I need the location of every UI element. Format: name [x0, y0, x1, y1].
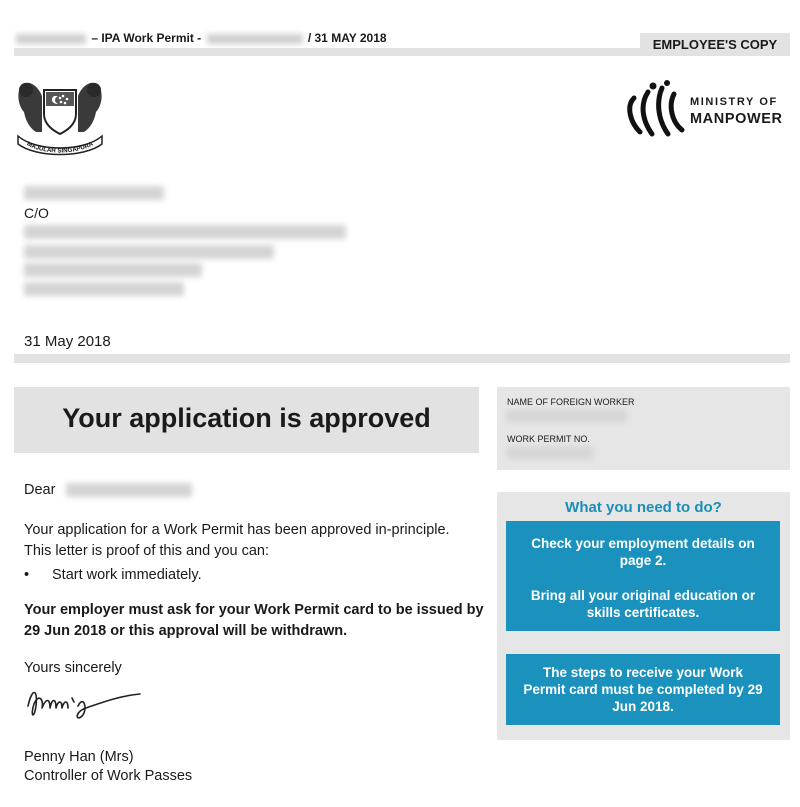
redacted-worker-salutation-name	[66, 483, 192, 497]
salutation-text: Dear	[24, 482, 56, 498]
deadline-warning: Your employer must ask for your Work Permit card to be issued by 29 Jun 2018 or this approval will be withdrawn.	[24, 602, 484, 639]
approval-paragraph: Your application for a Work Permit has been approved in-principle. This letter is proof of this and you can:	[24, 522, 450, 559]
redacted-employer-name	[24, 186, 164, 200]
address-care-of: C/O	[24, 205, 49, 221]
salutation	[24, 482, 55, 498]
redacted-work-permit-number	[507, 447, 593, 459]
redacted-permit-number	[207, 34, 303, 44]
signer-name: Penny Han (Mrs)	[24, 749, 134, 765]
date-divider	[14, 354, 790, 363]
reference-date: / 31 MAY 2018	[307, 31, 387, 45]
bullet-text: Start work immediately.	[52, 567, 202, 583]
signatory	[24, 748, 192, 786]
letter-date: 31 May 2018	[24, 333, 111, 350]
closing: Yours sincerely	[24, 660, 122, 676]
signer-title: Controller of Work Passes	[24, 768, 193, 784]
svg-text:MAJULAH SINGAPURA	[26, 140, 95, 154]
approval-title: Your application is approved	[62, 403, 431, 433]
crest-motto: MAJULAH SINGAPURA	[25, 140, 95, 155]
todo-item-check-details: Check your employment details on page 2.	[531, 536, 755, 568]
redacted-reference	[16, 34, 86, 44]
ministry-name-line1: MINISTRY OF	[690, 96, 778, 108]
redacted-address-line-3	[24, 263, 202, 277]
redacted-address-line-4	[24, 282, 184, 296]
redacted-address-line-1	[24, 225, 346, 239]
copy-label: EMPLOYEE'S COPY	[640, 33, 790, 56]
bullet-item	[24, 567, 202, 583]
worker-name-label: NAME OF FOREIGN WORKER	[507, 397, 635, 407]
worker-info-panel	[497, 387, 790, 470]
reference-prefix: – IPA Work Permit -	[91, 31, 202, 45]
ministry-logo-icon	[624, 80, 792, 140]
bullet-symbol: •	[24, 567, 30, 583]
crest-motto-ribbon	[12, 66, 108, 156]
redacted-worker-name	[507, 410, 627, 422]
redacted-address-line-2	[24, 245, 274, 259]
work-permit-number-label: WORK PERMIT NO.	[507, 434, 590, 444]
signature-icon	[24, 676, 144, 726]
todo-item-bring-certificates: Bring all your original education or skills certificates.	[530, 588, 756, 620]
ministry-name-line2: MANPOWER	[690, 111, 783, 127]
document-reference	[14, 31, 387, 45]
todo-title: What you need to do?	[565, 499, 722, 516]
todo-actions-box	[506, 521, 780, 631]
todo-deadline-box: The steps to receive your Work Permit card must be completed by 29 Jun 2018.	[506, 654, 780, 725]
